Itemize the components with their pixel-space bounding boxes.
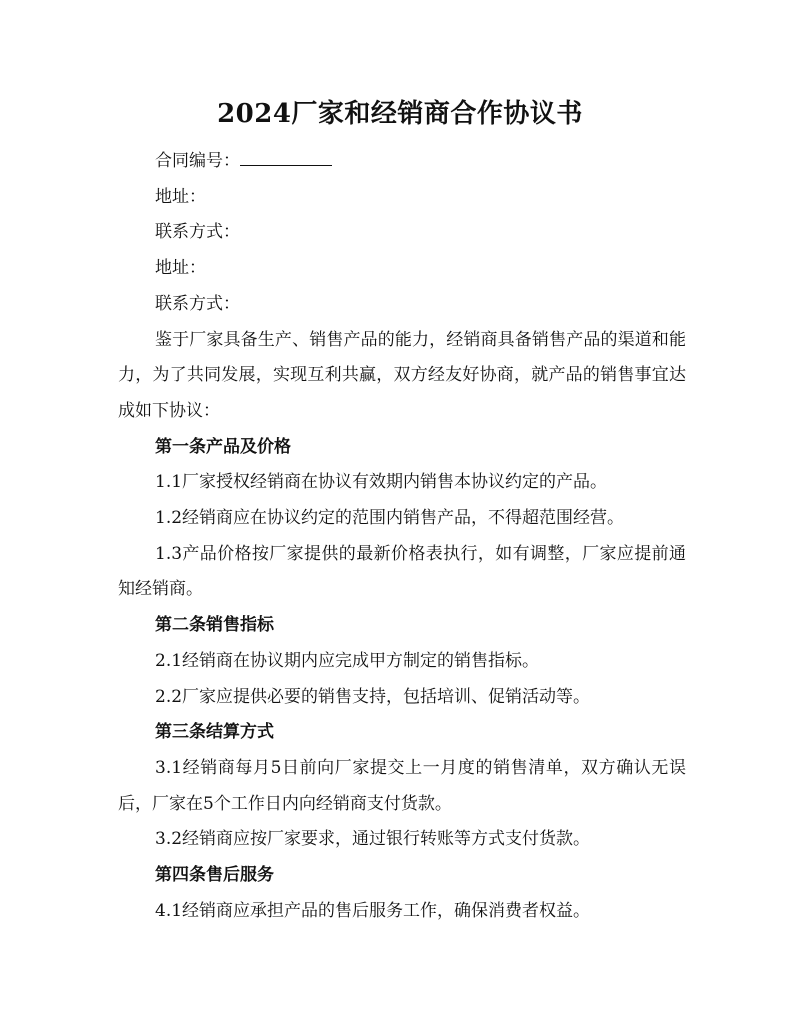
contract-number-blank [240, 151, 332, 166]
clause-1-1: 1.1厂家授权经销商在协议有效期内销售本协议约定的产品。 [155, 472, 608, 493]
contact-field-1: 联系方式： [155, 222, 240, 243]
address-field-1: 地址： [155, 186, 206, 207]
document-title: 2024厂家和经销商合作协议书 [217, 99, 583, 129]
contract-number-field [118, 144, 686, 180]
clause-3-2: 3.2经销商应按厂家要求，通过银行转账等方式支付货款。 [155, 829, 591, 850]
clause-1-3: 1.3产品价格按厂家提供的最新价格表执行，如有调整，厂家应提前通知经销商。 [118, 543, 686, 600]
section-heading-2: 第二条销售指标 [155, 615, 274, 636]
intro-paragraph: 鉴于厂家具备生产、销售产品的能力，经销商具备销售产品的渠道和能力，为了共同发展，实现互利共赢，双方经友好协商，就产品的销售事宜达成如下协议： [118, 329, 686, 421]
section-heading-1: 第一条产品及价格 [155, 436, 291, 457]
clause-1-2: 1.2经销商应在协议约定的范围内销售产品，不得超范围经营。 [155, 508, 625, 529]
document-body [118, 144, 686, 929]
contact-field-2: 联系方式： [155, 293, 240, 314]
clause-4-1: 4.1经销商应承担产品的售后服务工作，确保消费者权益。 [155, 900, 591, 921]
contract-number-label: 合同编号： [155, 151, 240, 171]
section-heading-3: 第三条结算方式 [155, 722, 274, 743]
address-field-2: 地址： [155, 258, 206, 279]
clause-2-1: 2.1经销商在协议期内应完成甲方制定的销售指标。 [155, 650, 540, 671]
clause-3-1: 3.1经销商每月5日前向厂家提交上一月度的销售清单，双方确认无误后，厂家在5个工作日内向经销商支付货款。 [118, 757, 686, 814]
clause-2-2: 2.2厂家应提供必要的销售支持，包括培训、促销活动等。 [155, 686, 591, 707]
section-heading-4: 第四条售后服务 [155, 865, 274, 886]
